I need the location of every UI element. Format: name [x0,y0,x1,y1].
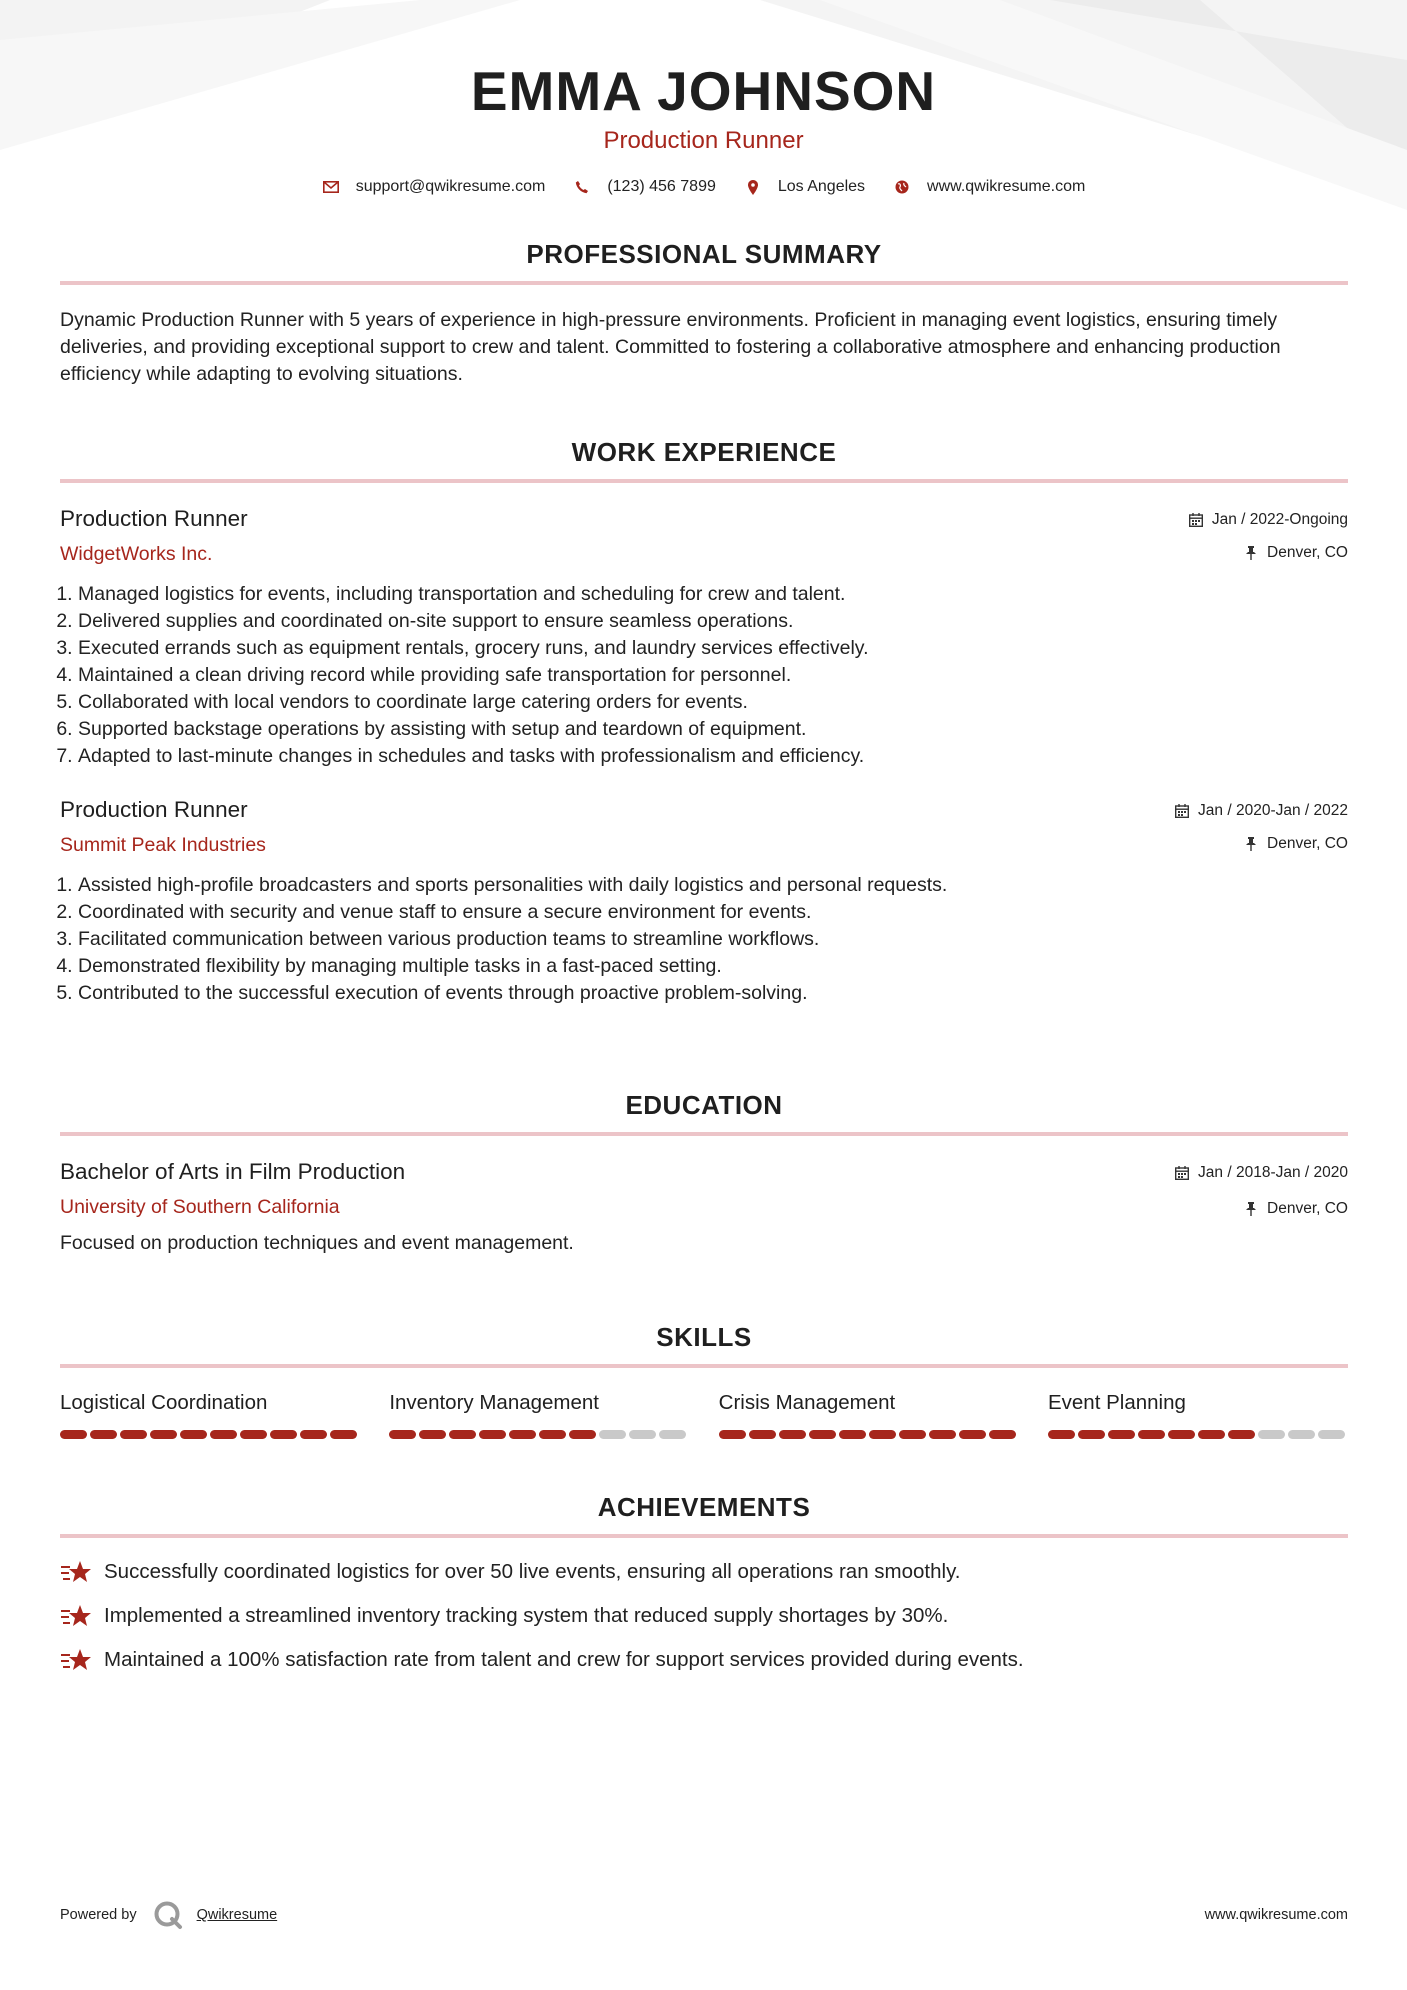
achievement-item [60,1594,1348,1638]
shooting-star-icon [60,1646,92,1674]
skill-segment-filled [839,1430,866,1439]
skill-segment-filled [120,1430,147,1439]
job-company: WidgetWorks Inc. [60,543,213,565]
skill-segment-filled [449,1430,476,1439]
pushpin-icon [1243,836,1259,852]
list-item: 2. Coordinated with security and venue staff to ensure a secure environment for events. [78,899,1348,926]
list-item: 7. Adapted to last-minute changes in schedules and tasks with professionalism and efficiency. [78,743,1348,770]
skill-segment-filled [869,1430,896,1439]
list-item: 3. Executed errands such as equipment rentals, grocery runs, and laundry services effectively. [78,635,1348,662]
resume-header [0,0,1407,196]
job-dates [1174,800,1348,822]
candidate-role: Production Runner [603,127,804,154]
skill-segment-filled [509,1430,536,1439]
education-meta [1174,1162,1348,1220]
list-item: 2. Delivered supplies and coordinated on-site support to ensure seamless operations. [78,608,1348,635]
powered-by-label: Powered by [60,1907,137,1923]
skill-segment-filled [1228,1430,1255,1439]
skill-segment-filled [60,1430,87,1439]
experience-section [60,436,1348,1007]
skill-segment-empty [1258,1430,1285,1439]
achievements-section [60,1491,1348,1682]
skill-segment-filled [479,1430,506,1439]
skills-heading: SKILLS [656,1322,752,1352]
skill-segment-filled [90,1430,117,1439]
pushpin-icon [1243,1201,1259,1217]
contact-website[interactable] [893,178,1085,196]
calendar-icon [1188,512,1204,528]
skill-segment-filled [749,1430,776,1439]
skill-segment-filled [1168,1430,1195,1439]
list-item: 6. Supported backstage operations by assisting with setup and teardown of equipment. [78,716,1348,743]
list-item: 1. Managed logistics for events, including transportation and scheduling for crew and talent. [78,581,1348,608]
education-dates [1174,1162,1348,1184]
job-location-text: Denver, CO [1267,544,1348,561]
skill-segment-filled [389,1430,416,1439]
skill-segment-filled [719,1430,746,1439]
globe-icon [893,178,911,196]
job-location-text: Denver, CO [1267,835,1348,852]
list-item: 1. Assisted high-profile broadcasters and sports personalities with daily logistics and personal requests. [78,872,1348,899]
job-dates [1188,509,1348,531]
education-section [60,1089,1348,1257]
achievement-text: Implemented a streamlined inventory tracking system that reduced supply shortages by 30%. [104,1604,949,1627]
education-description: Focused on production techniques and event management. [60,1232,574,1254]
education-dates-text: Jan / 2018-Jan / 2020 [1198,1164,1348,1181]
achievements-heading: ACHIEVEMENTS [597,1492,811,1522]
skill-segment-filled [270,1430,297,1439]
shooting-star-icon [60,1602,92,1630]
skill-segment-empty [1318,1430,1345,1439]
skill-segment-filled [809,1430,836,1439]
phone-icon [573,178,591,196]
contact-location-text: Los Angeles [777,178,866,195]
achievement-item [60,1638,1348,1682]
achievement-item [60,1550,1348,1594]
education-entry [60,1158,1348,1257]
contact-email[interactable] [322,178,546,196]
list-item: 4. Maintained a clean driving record while providing safe transportation for personnel. [78,662,1348,689]
qwikresume-logo-icon [153,1900,183,1930]
skill-segment-filled [300,1430,327,1439]
education-heading: EDUCATION [625,1090,783,1120]
skill-level-bar [1048,1430,1348,1439]
skill-name: Event Planning [1047,1391,1186,1414]
skill-segment-filled [1048,1430,1075,1439]
job-entry [60,505,1348,770]
contact-location [744,178,865,196]
powered-by [60,1900,277,1930]
summary-heading: PROFESSIONAL SUMMARY [526,239,882,269]
job-title: Production Runner [60,506,248,531]
achievement-text: Maintained a 100% satisfaction rate from talent and crew for support services provided during events. [104,1648,1024,1671]
list-item: 4. Demonstrated flexibility by managing multiple tasks in a fast-paced setting. [78,953,1348,980]
skills-grid [60,1390,1348,1439]
skill-segment-filled [899,1430,926,1439]
calendar-icon [1174,803,1190,819]
skill-segment-filled [1078,1430,1105,1439]
map-pin-icon [744,178,762,196]
envelope-icon [322,178,340,196]
skills-section [60,1321,1348,1439]
list-item: 5. Collaborated with local vendors to coordinate large catering orders for events. [78,689,1348,716]
skill-item [1048,1390,1348,1439]
job-entry [60,796,1348,1007]
skill-segment-filled [539,1430,566,1439]
skill-segment-filled [1138,1430,1165,1439]
skill-segment-filled [240,1430,267,1439]
skill-segment-filled [779,1430,806,1439]
shooting-star-icon [60,1558,92,1586]
skill-segment-filled [419,1430,446,1439]
skill-name: Inventory Management [389,1391,600,1414]
contact-phone-text: (123) 456 7899 [607,178,716,195]
skill-segment-filled [989,1430,1016,1439]
contact-email-text: support@qwikresume.com [355,178,546,195]
skill-segment-empty [659,1430,686,1439]
job-meta [1188,509,1348,564]
skill-segment-filled [1198,1430,1225,1439]
skill-segment-empty [599,1430,626,1439]
skill-segment-filled [569,1430,596,1439]
summary-section [60,238,1348,388]
skill-level-bar [389,1430,689,1439]
section-divider [60,281,1348,285]
skill-segment-filled [330,1430,357,1439]
education-location [1174,1198,1348,1220]
skill-name: Crisis Management [718,1391,896,1414]
job-bullets [60,872,1348,1007]
skill-segment-empty [1288,1430,1315,1439]
skill-level-bar [60,1430,360,1439]
skill-name: Logistical Coordination [60,1391,268,1414]
section-divider [60,1132,1348,1136]
skill-level-bar [719,1430,1019,1439]
job-company: Summit Peak Industries [60,834,266,856]
degree-title: Bachelor of Arts in Film Production [60,1159,406,1184]
section-divider [60,479,1348,483]
contact-bar [0,178,1407,196]
footer-website[interactable]: www.qwikresume.com [1204,1907,1348,1923]
skill-item [719,1390,1019,1439]
skill-segment-filled [929,1430,956,1439]
contact-website-text: www.qwikresume.com [927,178,1086,195]
summary-text: Dynamic Production Runner with 5 years of experience in high-pressure environments. Proficient in managing event logistics, ensuring timely deliveries, and providing exceptional support to crew and talent. Committed to fostering a collaborative atmosphere and enhancing production efficiency while adapting to evolving situations. [60,309,1281,385]
achievement-text: Successfully coordinated logistics for over 50 live events, ensuring all operations ran smoothly. [104,1560,961,1583]
skill-item [60,1390,360,1439]
education-location-text: Denver, CO [1267,1200,1348,1217]
skill-segment-empty [629,1430,656,1439]
experience-heading: WORK EXPERIENCE [571,437,837,467]
job-bullets [60,581,1348,770]
section-divider [60,1534,1348,1538]
list-item: 5. Contributed to the successful execution of events through proactive problem-solving. [78,980,1348,1007]
pushpin-icon [1243,545,1259,561]
section-divider [60,1364,1348,1368]
job-dates-text: Jan / 2020-Jan / 2022 [1198,802,1348,819]
job-dates-text: Jan / 2022-Ongoing [1211,511,1348,528]
school-name: University of Southern California [60,1196,340,1218]
job-title: Production Runner [60,797,248,822]
skill-segment-filled [1108,1430,1135,1439]
skill-segment-filled [210,1430,237,1439]
skill-segment-filled [150,1430,177,1439]
skill-segment-filled [180,1430,207,1439]
contact-phone[interactable] [573,178,716,196]
list-item: 3. Facilitated communication between various production teams to streamline workflows. [78,926,1348,953]
calendar-icon [1174,1165,1190,1181]
job-location [1174,833,1348,855]
achievements-list [60,1550,1348,1682]
skill-segment-filled [959,1430,986,1439]
page-footer [60,1900,1348,1930]
skill-item [389,1390,689,1439]
job-meta [1174,800,1348,855]
job-location [1188,542,1348,564]
candidate-name: EMMA JOHNSON [470,60,937,122]
qwikresume-link[interactable]: Qwikresume [196,1907,278,1923]
